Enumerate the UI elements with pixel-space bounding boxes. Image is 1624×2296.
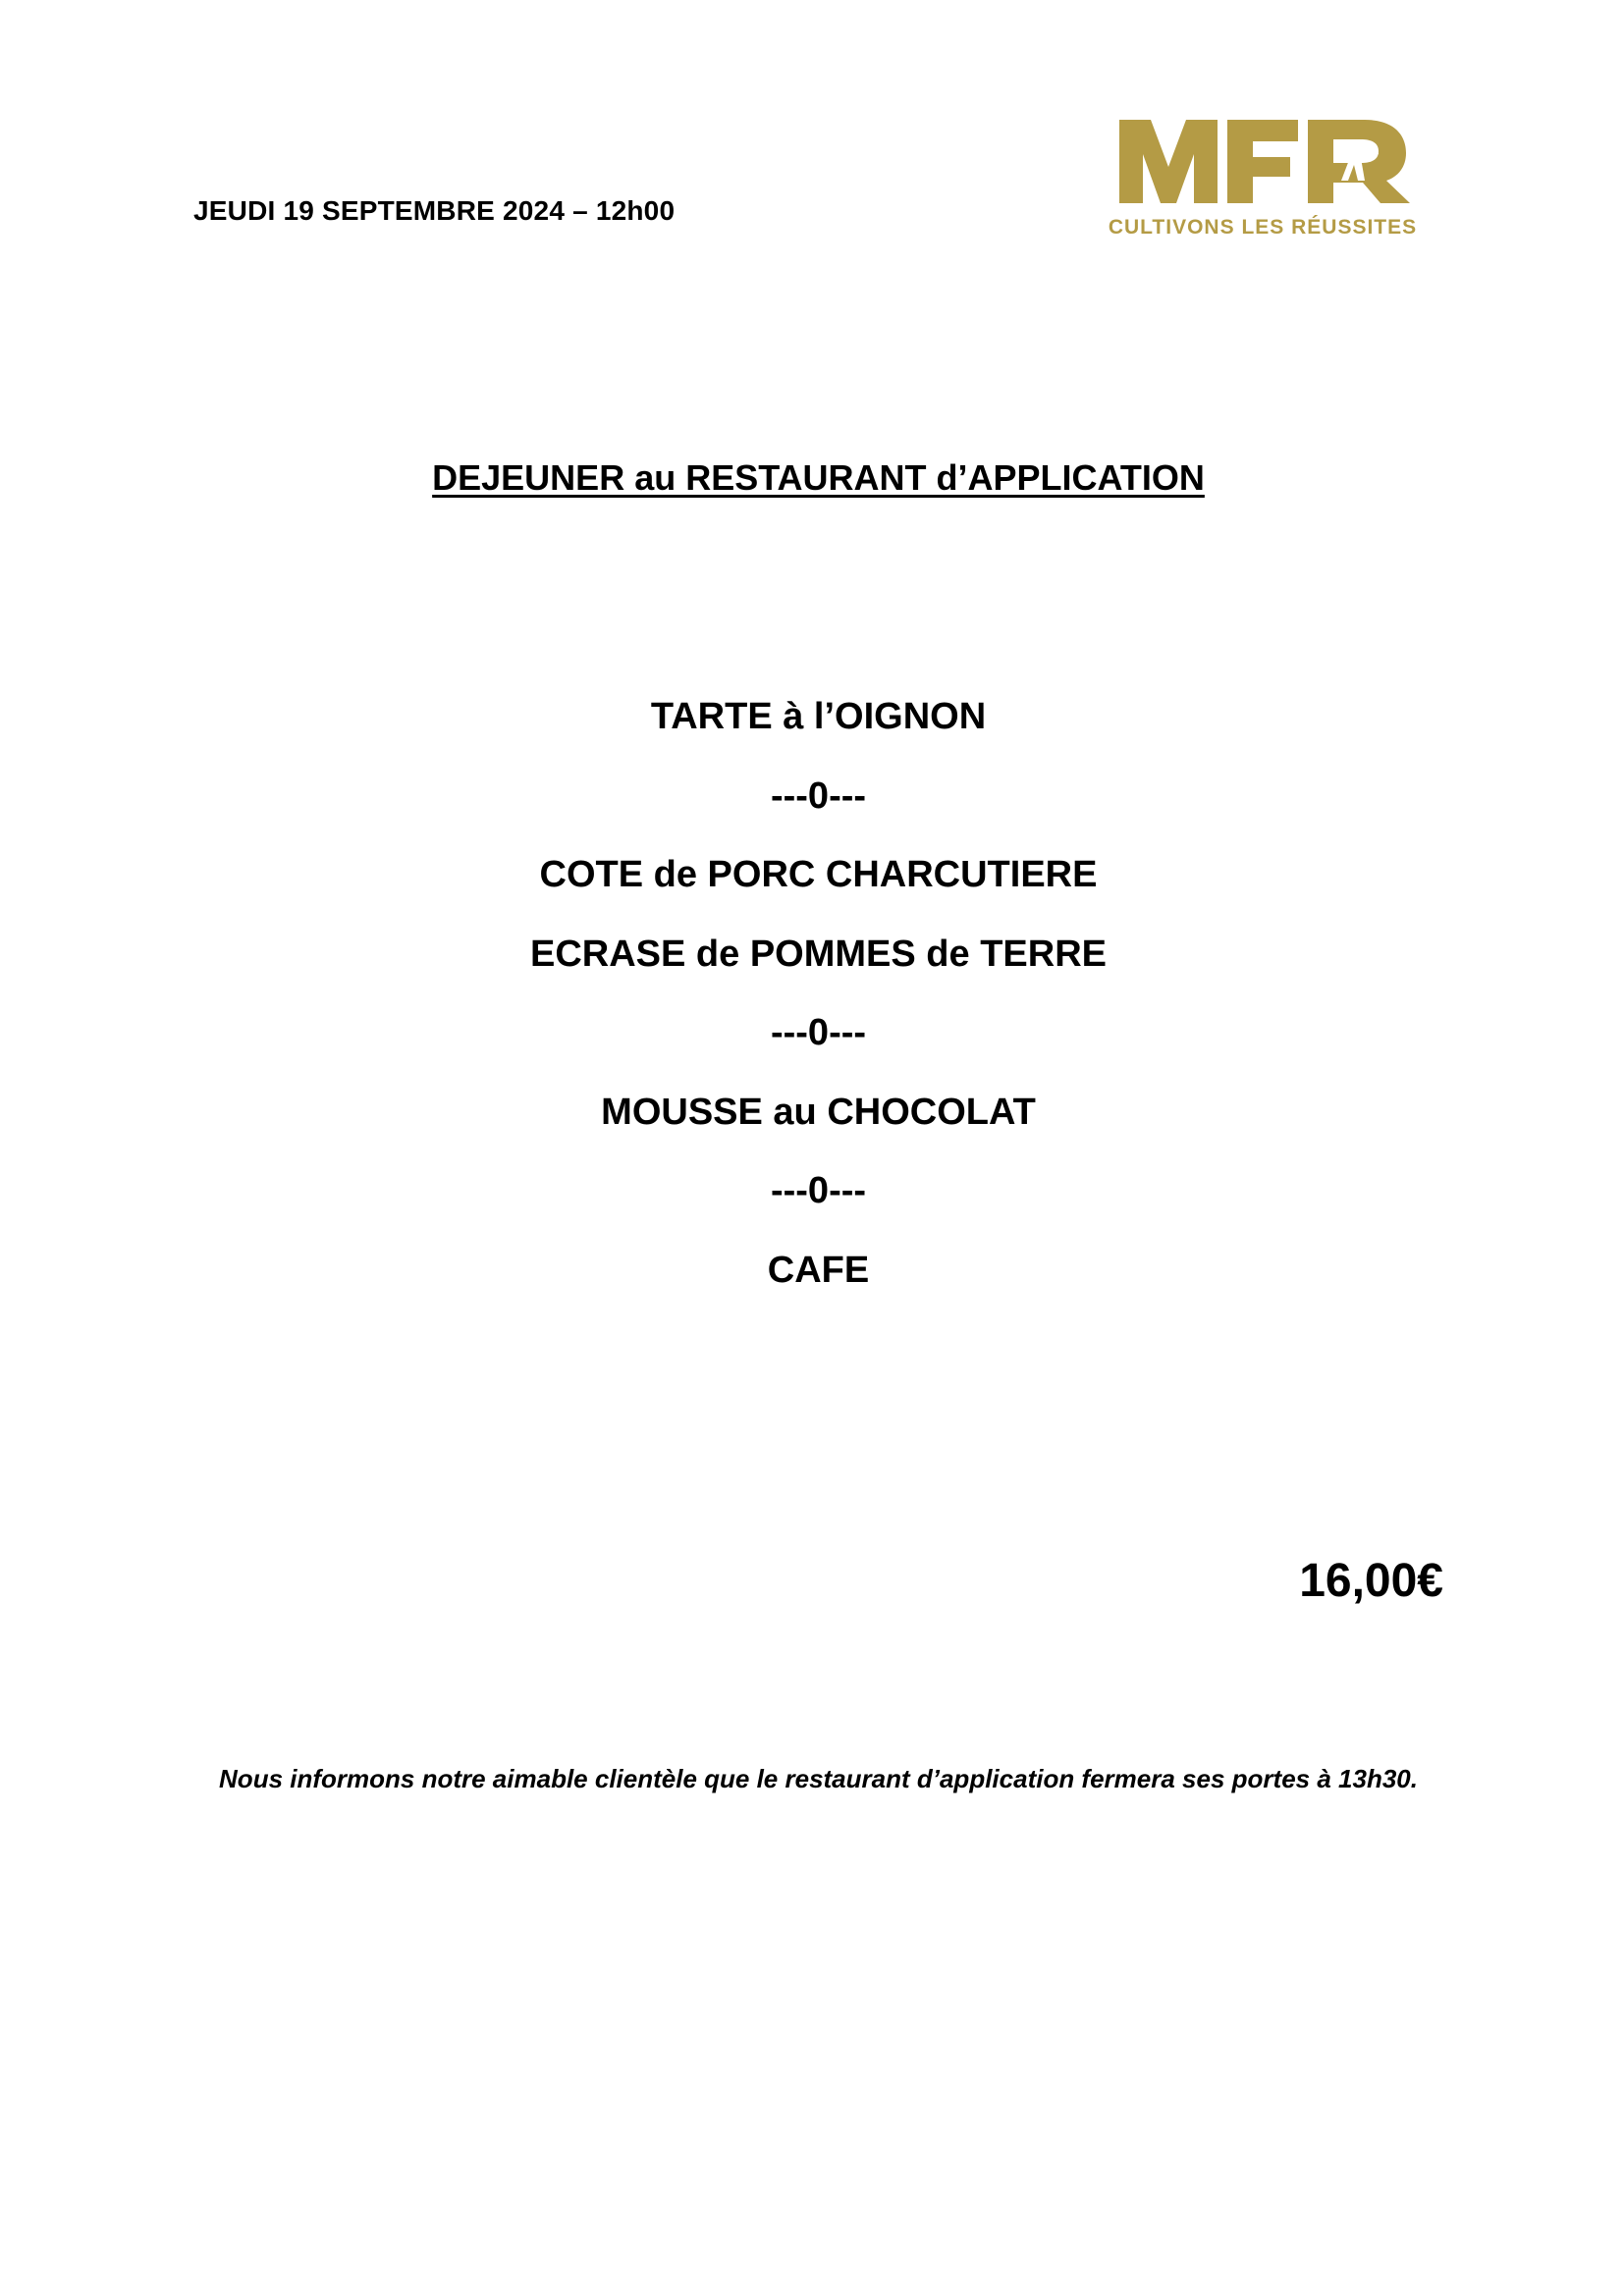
menu-item-main-course: COTE de PORC CHARCUTIERE [539,854,1098,895]
menu-separator: ---0--- [770,774,867,817]
menu-price: 16,00€ [1299,1555,1443,1607]
logo-tagline: CULTIVONS LES RÉUSSITES [1108,216,1418,239]
mfr-logo [1080,110,1445,247]
menu-separator: ---0--- [770,1170,867,1211]
menu-date-time: JEUDI 19 SEPTEMBRE 2024 – 12h00 [193,195,676,226]
page-title: DEJEUNER au RESTAURANT d’APPLICATION [432,457,1205,498]
menu-list [0,687,1624,1319]
closing-notice: Nous informons notre aimable clientèle que le restaurant d’application fermera ses portes à 13h30. [219,1764,1418,1793]
menu-item-coffee: CAFE [767,1249,870,1291]
menu-separator: ---0--- [770,1012,867,1053]
menu-item-starter: TARTE à l’OIGNON [650,696,987,737]
menu-item-dessert: MOUSSE au CHOCOLAT [601,1091,1036,1133]
menu-item-side: ECRASE de POMMES de TERRE [530,933,1107,975]
mfr-wordmark-graphic [1080,110,1445,208]
